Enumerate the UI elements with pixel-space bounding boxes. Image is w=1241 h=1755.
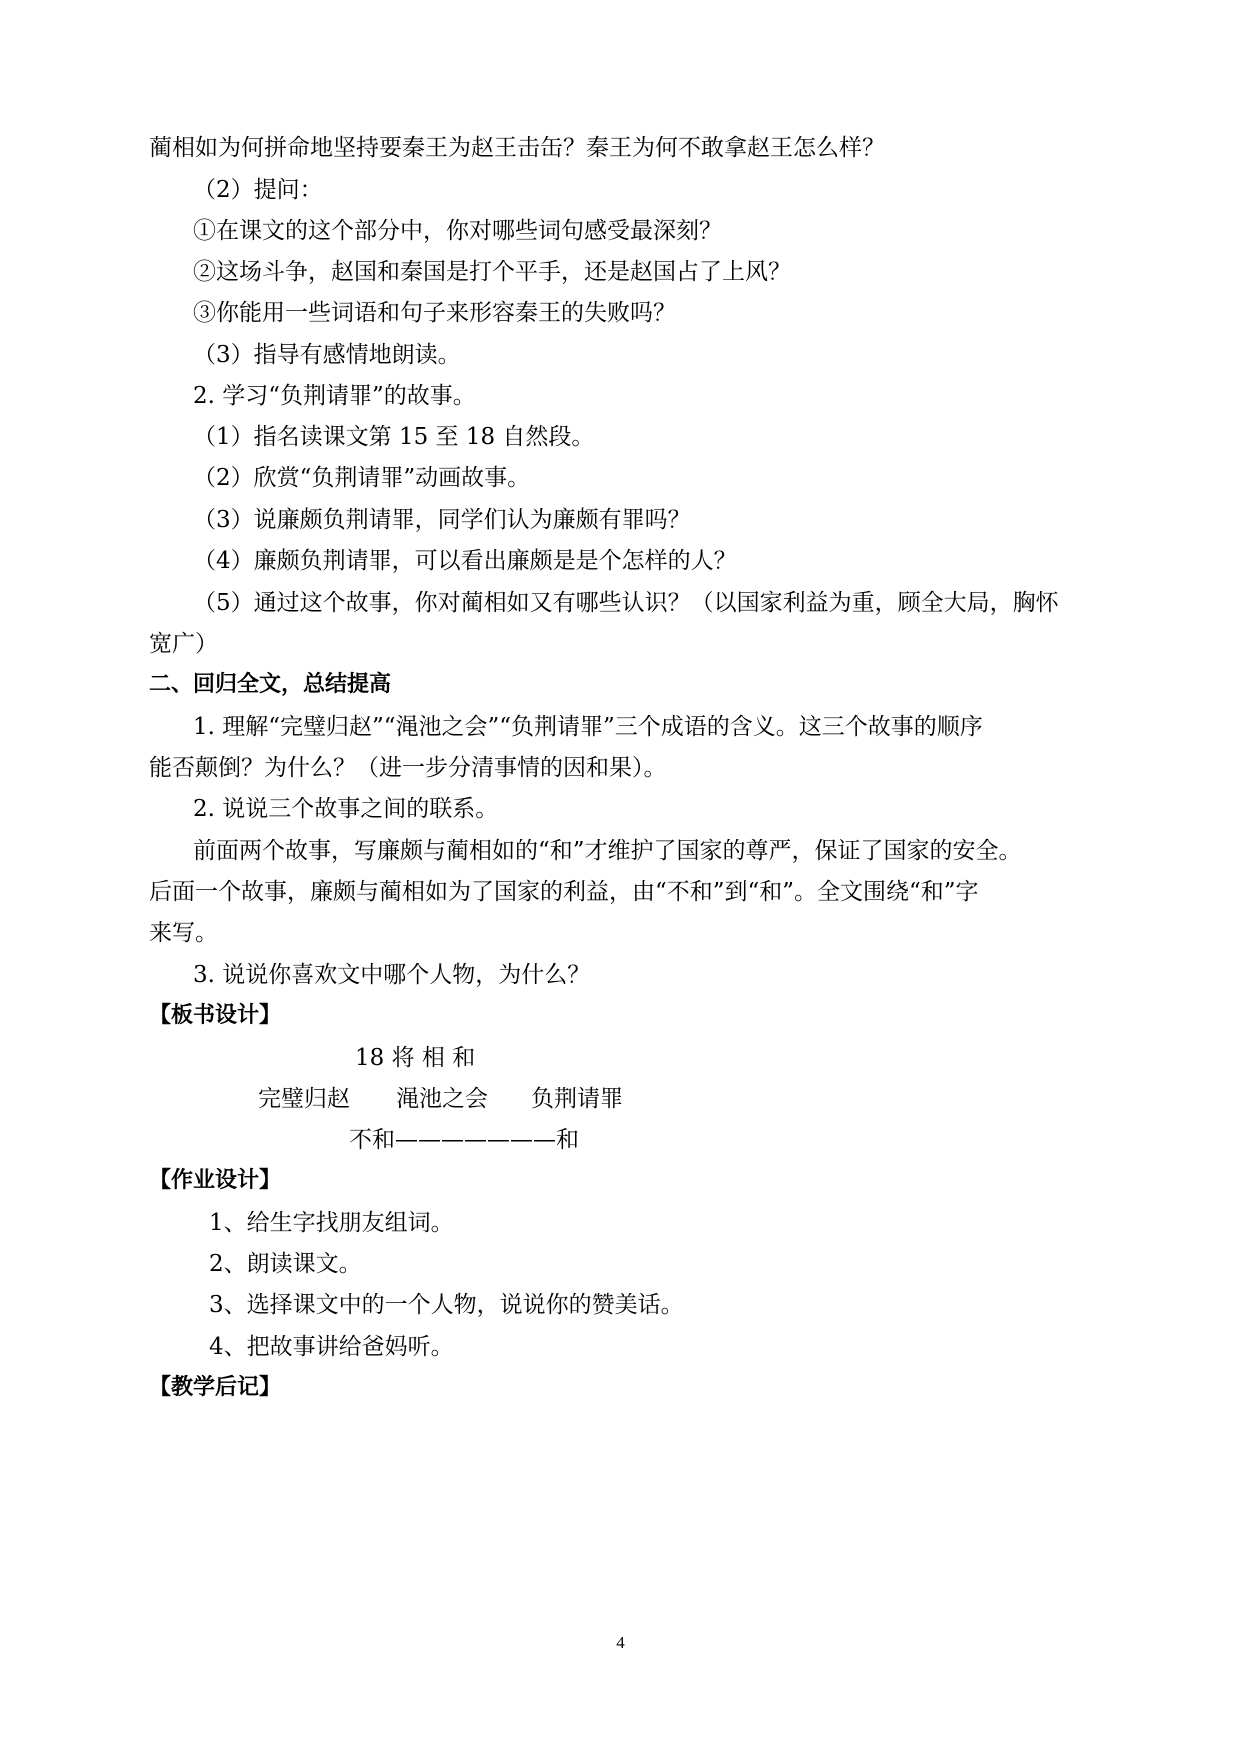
text-line: （3）指导有感情地朗读。 — [193, 342, 461, 368]
homework-item: 2、朗读课文。 — [209, 1251, 362, 1277]
section-heading: 二、回归全文，总结提高 — [149, 672, 392, 697]
text-line: 后面一个故事，廉颇与蔺相如为了国家的利益，由“不和”到“和”。全文围绕“和”字 — [149, 879, 979, 905]
section-heading: 【教学后记】 — [149, 1375, 282, 1400]
board-item: 完璧归赵 — [258, 1086, 350, 1112]
board-line: 不和———————和 — [349, 1127, 579, 1153]
text-line: 2. 学习“负荆请罪”的故事。 — [193, 383, 476, 409]
section-heading: 【作业设计】 — [149, 1168, 282, 1193]
page-number: 4 — [616, 1633, 625, 1652]
section-heading: 【板书设计】 — [149, 1003, 282, 1028]
text-line: （5）通过这个故事，你对蔺相如又有哪些认识？（以国家利益为重，顾全大局，胸怀 — [193, 590, 1059, 616]
homework-item: 4、把故事讲给爸妈听。 — [209, 1334, 454, 1360]
text-line: ②这场斗争，赵国和秦国是打个平手，还是赵国占了上风？ — [193, 259, 791, 285]
text-line: ③你能用一些词语和句子来形容秦王的失败吗？ — [193, 300, 676, 326]
text-line: （4）廉颇负荆请罪，可以看出廉颇是是个怎样的人？ — [193, 548, 737, 574]
board-item: 负荆请罪 — [531, 1086, 623, 1112]
homework-item: 1、给生字找朋友组词。 — [209, 1210, 454, 1236]
text-line: （3）说廉颇负荆请罪，同学们认为廉颇有罪吗？ — [193, 507, 691, 533]
text-line: 3. 说说你喜欢文中哪个人物，为什么？ — [193, 962, 591, 988]
text-line: 宽广） — [149, 631, 218, 657]
board-title: 18 将 相 和 — [355, 1045, 476, 1071]
text-line: （2）欣赏“负荆请罪”动画故事。 — [193, 465, 531, 491]
text-line: 2. 说说三个故事之间的联系。 — [193, 796, 499, 822]
text-line: 能否颠倒？为什么？（进一步分清事情的因和果）。 — [149, 755, 667, 781]
board-item: 渑池之会 — [396, 1086, 488, 1112]
text-line: ①在课文的这个部分中，你对哪些词句感受最深刻？ — [193, 218, 722, 244]
text-line: 蔺相如为何拼命地坚持要秦王为赵王击缶？秦王为何不敢拿赵王怎么样？ — [149, 135, 885, 161]
text-line: （1）指名读课文第 15 至 18 自然段。 — [193, 424, 595, 450]
text-line: （2）提问： — [193, 177, 323, 203]
text-line: 来写。 — [149, 920, 218, 946]
text-line: 前面两个故事，写廉颇与蔺相如的“和”才维护了国家的尊严，保证了国家的安全。 — [193, 838, 1022, 864]
text-line: 1. 理解“完璧归赵”“渑池之会”“负荆请罪”三个成语的含义。这三个故事的顺序 — [193, 714, 983, 740]
homework-item: 3、选择课文中的一个人物，说说你的赞美话。 — [209, 1292, 684, 1318]
